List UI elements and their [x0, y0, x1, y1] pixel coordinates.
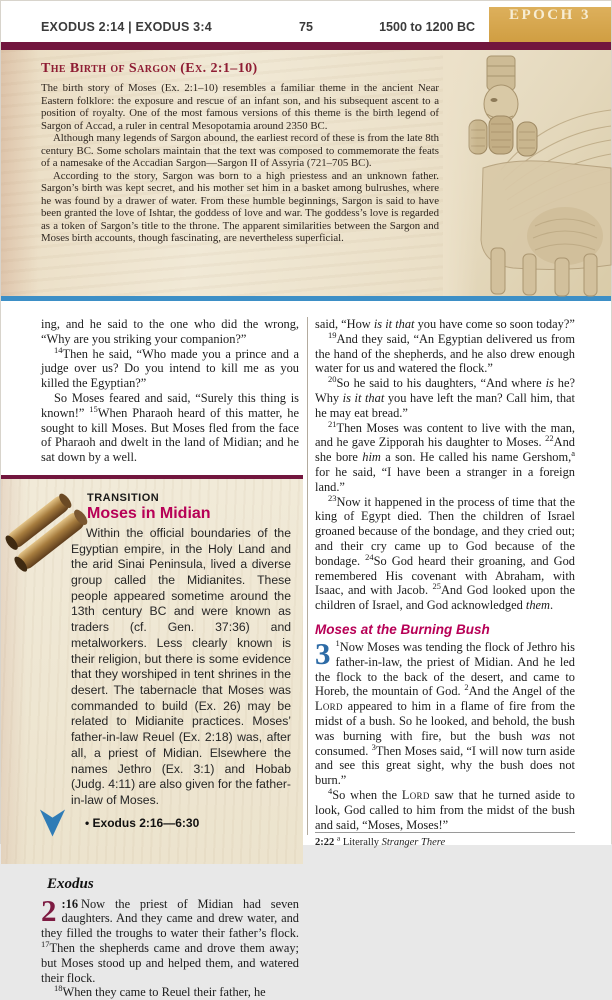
right-column	[315, 317, 576, 849]
transition-body	[71, 526, 291, 809]
footnote-term: Stranger There	[381, 837, 446, 849]
page-number: 75	[299, 20, 313, 34]
chapter-2-block	[41, 892, 299, 1000]
header-divider-bar	[1, 42, 611, 50]
lamassu-icon	[443, 50, 611, 296]
paragraph: $^{23}$Now it happened in the process of time that the king of Egypt died. Then the children of Israel groaned because of the bondage, and they cried out; and their cry came up to God because of the bondage. $^{24}$So God heard their groaning, and God remembered His covenant with Abraham, with Isaac, and with Jacob. $^{25}$And God looked upon the children of Israel, and God acknowledged them.	[315, 492, 576, 613]
left-column	[1, 317, 307, 1000]
chapter-number-2: 2	[41, 892, 57, 928]
verse-text-block	[315, 317, 575, 613]
article-body	[41, 82, 439, 245]
transition-reference: • Exodus 2:16—6:30	[85, 815, 200, 830]
chapter-3-continuation	[315, 785, 576, 832]
footnote-lead: Literally	[342, 837, 379, 849]
verse-text: Now the priest of Midian had seven daughters. And they came and drew water, and they filled the troughs to water their father’s flock. $^{17}$Then the shepherds came and drove them away; but Moses stood up and helped them, and watered their flock.	[41, 896, 299, 985]
footnote-marker: a	[336, 833, 341, 843]
article-title: The Birth of Sargon (Ex. 2:1–10)	[41, 61, 258, 76]
chapter-number-3: 3	[315, 635, 331, 671]
paragraph: ing, and he said to the one who did the wrong, “Why are you striking your companion?”	[41, 317, 299, 346]
date-range: 1500 to 1200 BC	[379, 20, 475, 34]
paragraph: Within the official boundaries of the Egyptian empire, in the Holy Land and the arid Sinai Peninsula, lived a diverse group called the Midianites. These people appeared sometime around the 13th century BC and were known as traders (cf. Gen. 37:36) and metalworkers. Less clearly known is their religion, but there is some evidence that they worshiped in tent shrines in the desert. The tabernacle that Moses was commanded to build (Ex. 26) may be related to Midianite practices. Moses’ father-in-law Reuel (Ex. 2:18) was, after all, a priest of Midian. Elsewhere the names Jethro (Ex. 3:1) and Hobab (Judg. 4:11) are also given for the father-in-law of Moses.	[71, 525, 291, 807]
epoch-badge: EPOCH 3	[489, 7, 611, 42]
page-header	[1, 1, 611, 42]
paragraph: According to the story, Sargon was born to a high priestess and an unknown father. Sargon’s birth was kept secret, and his mother set him in a basket among bulrushes, where he was found by a drawer of water. From these humble beginnings, Sargon is said to have been granted the love of Ishtar, the goddess of love and war. The goddess’s love is regarded as a token of Sargon’s title to the throne. The apparent similarities between the Sargon and Moses birth accounts, though fascinating, are nevertheless superficial.	[41, 169, 439, 244]
chapter-2-opening	[41, 892, 299, 986]
bible-text-area	[1, 301, 611, 1000]
paragraph: Although many legends of Sargon abound, the earliest record of these is from the late 8th century BC. Some scholars maintain that the text was composed to commemorate the feats of a namesake of the Accadian Sargon—Sargon II of Assyria (721–705 BC).	[41, 132, 439, 169]
transition-title: Moses in Midian	[87, 504, 211, 522]
paragraph: The birth story of Moses (Ex. 2:1–10) resembles a familiar theme in the ancient Near Eastern folklore: the exposure and rescue of an infant son, and his subsequent ascent to a position of royalty. One of the most famous versions of this theme is the birth legend of Sargon of Accad, a ruler in central Mesopotamia around 2350 BC.	[41, 82, 439, 132]
sargon-article-box	[1, 50, 611, 301]
transition-note-box	[1, 475, 303, 864]
footnote-reference: 2:22	[315, 837, 335, 849]
chapter-3-opening	[315, 635, 576, 788]
paragraph: $^{14}$Then he said, “Who made you a prince and a judge over us? Do you intend to kill me as you killed the Egyptian?”	[41, 344, 299, 391]
paragraph: said, “How is it that you have come so soon today?”	[315, 317, 575, 331]
down-arrow-icon	[39, 808, 66, 838]
column-divider	[307, 317, 308, 835]
chapter-3-block	[315, 635, 576, 832]
paragraph: $^{21}$Then Moses was content to live with the man, and he gave Zipporah his daughter to Moses. $^{22}$And she bore him a son. He called his name Gershom,$^a$ for he said, “I have been a stranger in a foreign land.”	[315, 418, 575, 494]
book-heading: Exodus	[47, 875, 94, 892]
paragraph: $^{20}$So he said to his daughters, “And where is he? Why is it that you have left the man? Call him, that he may eat bread.”	[315, 374, 576, 420]
verse-text: $^1$Now Moses was tending the flock of Jethro his father-in-law, the priest of Midian. And he led the flock to the back of the desert, and came to Horeb, the mountain of God. $^2$And the Angel of the Lord appeared to him in a flame of fire from the midst of a bush. So he looked, and behold, the bush was burning with fire, but the bush was not consumed. $^3$Then Moses said, “I will now turn aside and see this great sight, why the bush does not burn.”	[315, 637, 576, 788]
paragraph: $^4$So when the Lord saw that he turned aside to look, God called to him from the midst of the bush and said, “Moses, Moses!”	[315, 785, 576, 832]
verse-label: :16	[61, 896, 79, 911]
footnote	[315, 832, 575, 850]
transition-label: TRANSITION	[87, 491, 160, 504]
chapter-2-continuation	[41, 985, 299, 1000]
section-heading: Moses at the Burning Bush	[315, 621, 490, 637]
paragraph: $^{18}$When they came to Reuel their father, he	[54, 983, 266, 1000]
paragraph: So Moses feared and said, “Surely this thing is known!” $^{15}$When Pharaoh heard of this matter, he sought to kill Moses. But Moses fled from the face of Pharaoh and dwelt in the land of Midian; and he sat down by a well.	[41, 390, 299, 465]
breadcrumb-passage-range: EXODUS 2:14 | EXODUS 3:4	[41, 20, 212, 34]
verse-text-block	[41, 317, 299, 465]
paragraph: $^{19}$And they said, “An Egyptian delivered us from the hand of the shepherds, and he also drew enough water for us and watered the flock.”	[315, 329, 575, 376]
scroll-icon	[3, 483, 89, 583]
lamassu-relief-image	[443, 50, 611, 296]
